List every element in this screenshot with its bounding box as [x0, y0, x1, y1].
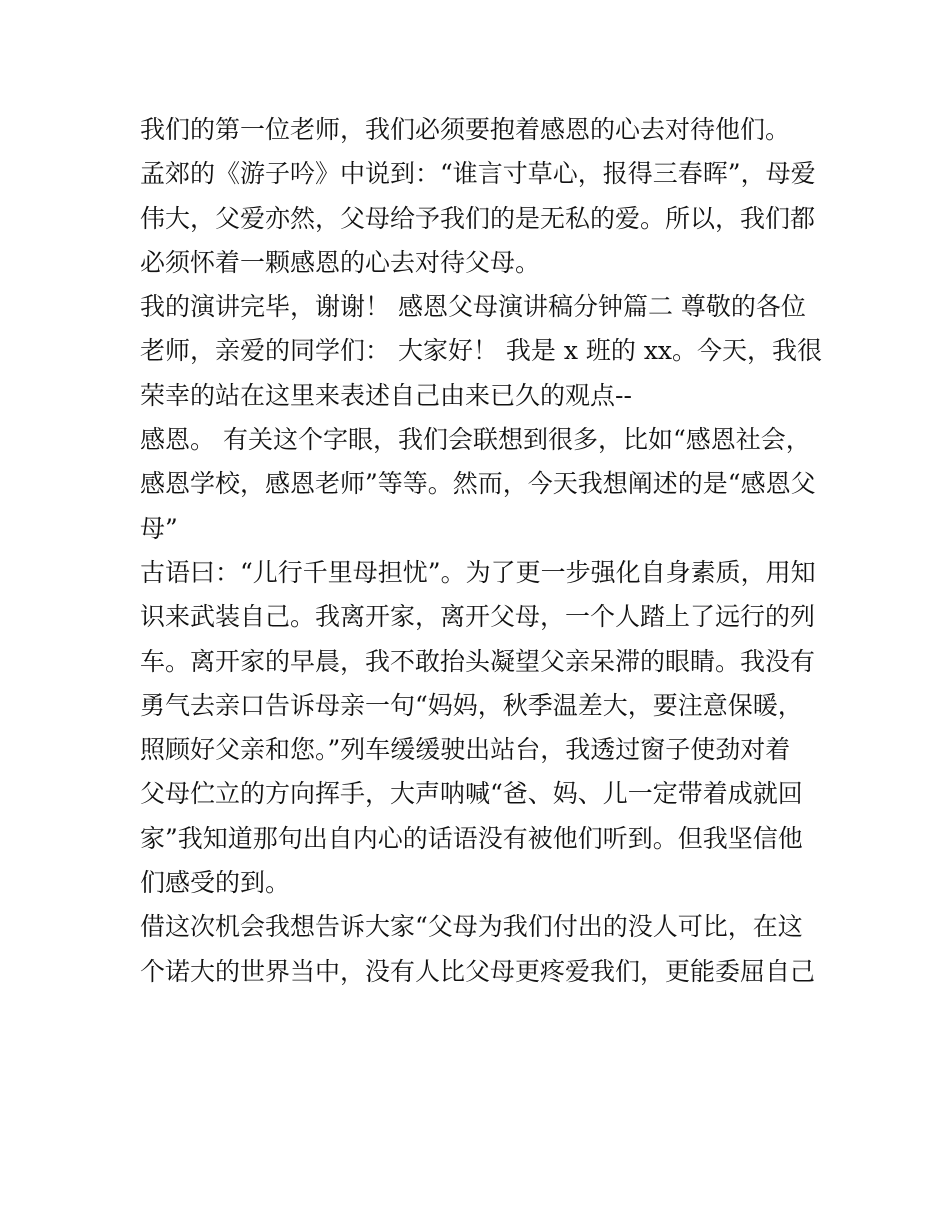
- text-line: 个诺大的世界当中，没有人比父母更疼爱我们，更能委屈自己: [140, 956, 816, 986]
- text-line: 母”: [140, 513, 178, 543]
- text-line: 我们的第一位老师，我们必须要抱着感恩的心去对待他们。: [140, 115, 791, 144]
- text-line: 古语曰：“儿行千里母担忧”。为了更一步强化自身素质，用知: [140, 557, 816, 587]
- text-line: 必须怀着一颗感恩的心去对待父母。: [140, 247, 541, 277]
- text-line: 照顾好父亲和您。”列车缓缓驶出站台，我透过窗子使劲对着: [140, 735, 791, 765]
- text-line: 借这次机会我想告诉大家“父母为我们付出的没人可比，在这: [140, 912, 803, 942]
- text-line: 感恩。 有关这个字眼，我们会联想到很多，比如“感恩社会，: [140, 425, 811, 455]
- text-line: 识来武装自己。我离开家，离开父母，一个人踏上了远行的列: [140, 602, 816, 632]
- text-line: 家”我知道那句出自内心的话语没有被他们听到。但我坚信他: [140, 823, 803, 853]
- text-line: 老师，亲爱的同学们： 大家好！ 我是 x 班的 xx。今天，我很: [140, 336, 823, 366]
- text-line: 车。离开家的早晨，我不敢抬头凝望父亲呆滞的眼睛。我没有: [140, 646, 816, 676]
- text-line: 勇气去亲口告诉母亲一句“妈妈，秋季温差大，要注意保暖，: [140, 690, 803, 720]
- document-body: [140, 108, 830, 994]
- text-line: 我的演讲完毕，谢谢！ 感恩父母演讲稿分钟篇二 尊敬的各位: [140, 292, 806, 322]
- text-line: 们感受的到。: [140, 868, 291, 898]
- text-line: 父母伫立的方向挥手，大声呐喊“爸、妈、儿一定带着成就回: [140, 779, 803, 809]
- text-line: 伟大，父爱亦然，父母给予我们的是无私的爱。所以，我们都: [140, 203, 816, 233]
- text-line: 荣幸的站在这里来表述自己由来已久的观点--: [140, 380, 632, 410]
- text-line: 孟郊的《游子吟》中说到：“谁言寸草心，报得三春晖”，母爱: [140, 159, 816, 189]
- text-line: 感恩学校，感恩老师”等等。然而，今天我想阐述的是“感恩父: [140, 469, 816, 499]
